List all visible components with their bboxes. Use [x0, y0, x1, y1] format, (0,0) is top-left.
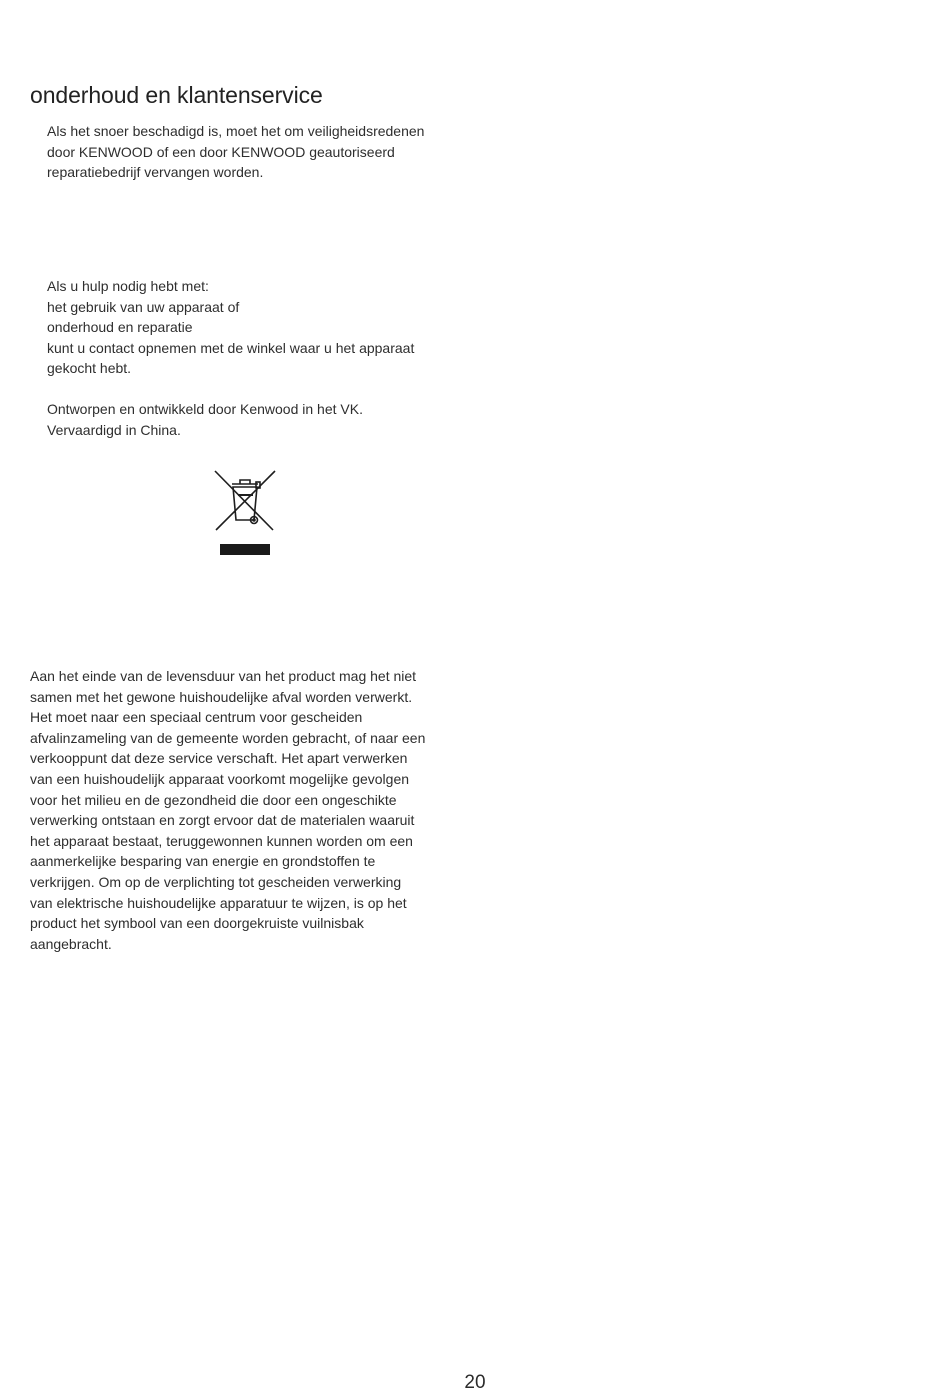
cord-line: Als het snoer beschadigd is, moet het om veiligheidsredenen: [47, 123, 425, 139]
origin-line: Vervaardigd in China.: [47, 421, 181, 438]
section-heading: onderhoud en klantenservice: [30, 82, 323, 108]
weee-line: product het symbool van een doorgekruiste vuilnisbak: [30, 915, 364, 932]
weee-line: voor het milieu en de gezondheid die door een ongeschikte: [30, 791, 397, 808]
cord-line: reparatiebedrijf vervangen worden.: [47, 164, 264, 181]
help-line: gekocht hebt.: [47, 360, 132, 377]
weee-line: Aan het einde van de levensduur van het product mag het niet: [30, 668, 417, 684]
crossed-out-wheelie-bin-icon: [212, 468, 278, 560]
cord-line: door KENWOOD of een door KENWOOD geautoriseerd: [47, 143, 395, 160]
weee-line: van een huishoudelijk apparaat voorkomt mogelijke gevolgen: [30, 770, 410, 787]
origin-line: Ontworpen en ontwikkeld door Kenwood in het VK.: [47, 401, 363, 417]
page-number: 20: [464, 1372, 486, 1393]
weee-line: van elektrische huishoudelijke apparatuur te wijzen, is op het: [30, 894, 407, 911]
weee-line: het apparaat bestaat, teruggewonnen kunnen worden om een: [30, 832, 413, 849]
help-line: Als u hulp nodig hebt met:: [47, 278, 209, 294]
help-line: onderhoud en reparatie: [47, 319, 193, 336]
weee-line: samen met het gewone huishoudelijke afval worden verwerkt.: [30, 688, 413, 705]
weee-line: Het moet naar een speciaal centrum voor gescheiden: [30, 709, 363, 726]
weee-line: verkrijgen. Om op de verplichting tot gescheiden verwerking: [30, 873, 402, 890]
weee-line: aangebracht.: [30, 935, 112, 952]
weee-line: aanmerkelijke besparing van energie en grondstoffen te: [30, 853, 376, 870]
help-paragraph: [47, 276, 414, 379]
weee-line: afvalinzameling van de gemeente worden gebracht, of naar een: [30, 729, 426, 746]
weee-line: verwerking ontstaan en zorgt ervoor dat de materialen waaruit: [30, 812, 415, 829]
weee-line: verkooppunt dat deze service verschaft. Het apart verwerken: [30, 750, 408, 767]
help-line: kunt u contact opnemen met de winkel waar u het apparaat: [47, 339, 415, 356]
weee-disposal-paragraph: [30, 666, 425, 954]
help-line: het gebruik van uw apparaat of: [47, 298, 240, 315]
origin-paragraph: [47, 399, 363, 440]
cord-safety-paragraph: [47, 121, 424, 183]
